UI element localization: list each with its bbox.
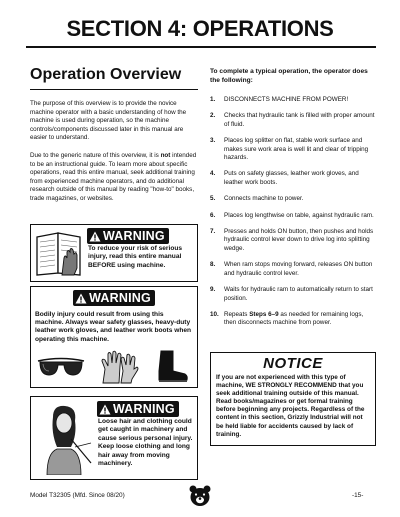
long-hair-person-icon — [35, 403, 93, 475]
list-item: 3. Places log splitter on flat, stable work surface and makes sure work area is well lit and clear of tripping hazards. — [210, 137, 369, 162]
overview-paragraph-2: Due to the generic nature of this overview, it is not intended to be an instructional guide. To learn more about specific operations, read this entire manual, seek additional training from experienced machine operators, and do additional research outside of this manual by reading "how-to" books, trade magazines, or websites. — [30, 152, 197, 202]
warning-box-manual — [30, 224, 198, 282]
warning-triangle-icon — [89, 231, 101, 242]
warning-box-hair — [30, 396, 198, 480]
footer-model: Model T32305 (Mfd. Since 08/20) — [30, 492, 125, 499]
list-item: 2. Checks that hydraulic tank is filled with proper amount of fluid. — [210, 112, 375, 128]
list-item: 7. Presses and holds ON button, then pushes and holds hydraulic control lever down to drive log into splitting wedge. — [210, 228, 374, 252]
list-item: 1. DISCONNECTS MACHINE FROM POWER! — [210, 96, 349, 103]
notice-title: NOTICE — [263, 355, 323, 372]
notice-box — [210, 352, 376, 446]
list-item: 9. Waits for hydraulic ram to automatically return to start position. — [210, 286, 373, 302]
list-item: 6. Places log lengthwise on table, against hydraulic ram. — [210, 211, 374, 219]
warning-label-1: WARNING — [87, 228, 169, 244]
warning-triangle-icon — [75, 293, 87, 304]
work-gloves-icon — [99, 349, 139, 385]
title-divider — [26, 46, 376, 48]
list-item: 10. Repeats Steps 6–9 as needed for remaining logs, then disconnects machine from power. — [210, 310, 364, 327]
safety-glasses-icon — [37, 355, 85, 379]
section-title: SECTION 4: OPERATIONS — [66, 16, 334, 41]
grizzly-bear-logo-icon — [188, 484, 212, 508]
warning-label-2: WARNING — [73, 290, 155, 306]
list-item: 8. When ram stops moving forward, releases ON button and hydraulic control lever. — [210, 261, 373, 277]
notice-text: If you are not experienced with this type of machine, WE STRONGLY RECOMMEND that you seek additional training outside of this manual. Read books/magazines or get formal training before beginning any projects. Regardless of the content in this section, Grizzly Industrial will not be held liable for accidents caused by lack of training. — [216, 374, 365, 438]
work-boots-icon — [155, 349, 189, 383]
procedure-intro: To complete a typical operation, the operator does the following: — [210, 68, 368, 84]
manual-reading-icon — [34, 228, 84, 278]
warning-label-3: WARNING — [97, 401, 179, 417]
warning-triangle-icon — [99, 404, 111, 415]
overview-heading-box — [30, 64, 198, 90]
overview-paragraph-1: The purpose of this overview is to provide the novice machine operator with a basic understanding of how the machine is used during operation, so the machine controls/components discussed later in this manual are easier to understand. — [30, 100, 187, 141]
footer-page-number: -15- — [352, 492, 364, 499]
warning-text-2: Bodily injury could result from using this machine. Always wear safety glasses, heavy-duty leather work gloves, and leather work boots when operating this machine. — [35, 310, 192, 343]
warning-text-3: Loose hair and clothing could get caught in machinery and cause serious personal injury. Keep loose clothing and long hair away from moving machinery. — [98, 418, 193, 468]
warning-box-ppe — [30, 286, 198, 388]
overview-title: Operation Overview — [30, 66, 182, 83]
procedure-steps — [210, 96, 376, 328]
list-item: 4. Puts on safety glasses, leather work gloves, and leather work boots. — [210, 170, 359, 186]
warning-text-1: To reduce your risk of serious injury, read this entire manual BEFORE using machine. — [88, 245, 183, 269]
list-item: 5. Connects machine to power. — [210, 195, 304, 203]
